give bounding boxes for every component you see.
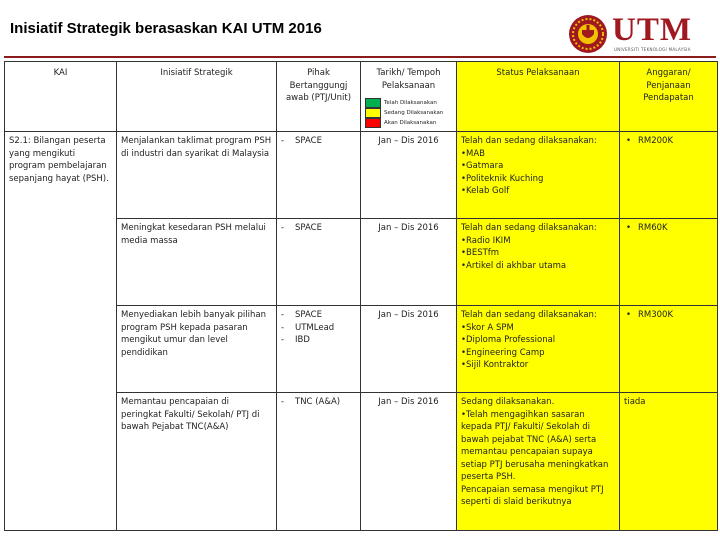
header-kai: KAI [5,62,117,132]
pihak-item: - SPACE [281,136,322,146]
inisiatif-cell: Memantau pencapaian di peringkat Fakulti/ Sekolah/ PTJ di bawah Pejabat TNC(A&A) [117,393,277,531]
logo-text: UTM [612,12,692,48]
pihak-label: UTMLead [295,322,335,333]
status-intro: Telah dan sedang dilaksanakan: [461,136,597,146]
status-item: •Sijil Kontraktor [461,360,529,370]
legend-label: Telah Dilaksanakan [384,100,437,106]
status-item: •MAB [461,148,485,159]
header-status: Status Pelaksanaan [457,62,620,132]
tarikh-cell: Jan – Dis 2016 [361,132,457,219]
status-intro: Sedang dilaksanakan. [461,397,555,407]
pihak-label: SPACE [295,223,322,233]
status-item: •Politeknik Kuching [461,173,544,184]
header-tarikh [361,62,457,132]
pihak-item: - UTMLead [281,322,335,333]
tarikh-cell: Jan – Dis 2016 [361,219,457,306]
pihak-item: - IBD [281,335,310,345]
anggaran-cell: tiada [620,393,718,531]
header-pihak: Pihak Bertanggungj awab (PTJ/Unit) [277,62,361,132]
legend-label: Sedang Dilaksanakan [384,110,444,116]
pihak-item: - TNC (A&A) [281,397,341,407]
status-item: •Telah mengagihkan sasaran kepada PTJ/ Fakulti/ Sekolah di bawah pejabat TNC (A&A) serta memantau pencapaian supaya setiap PTJ berusaha meningkatkan peserta PSH. [461,409,609,482]
pihak-cell [277,132,361,219]
title-divider [4,56,716,58]
status-item: •Skor A SPM [461,322,514,333]
utm-logo [568,12,718,56]
utm-seal-icon [568,14,608,54]
status-item: •Kelab Golf [461,186,510,196]
header-anggaran: Anggaran/ Penjanaan Pendapatan [620,62,718,132]
anggaran-value: RM200K [638,136,674,146]
inisiatif-cell: Menjalankan taklimat program PSH di industri dan syarikat di Malaysia [117,132,277,219]
status-item: •Engineering Camp [461,347,545,358]
legend-swatch [365,118,381,128]
pihak-label: SPACE [295,136,322,146]
legend-label: Akan Dilaksanakan [384,120,437,126]
pihak-cell [277,219,361,306]
status-intro: Telah dan sedang dilaksanakan: [461,310,597,320]
page-title: Inisiatif Strategik berasaskan KAI UTM 2016 [10,20,322,37]
inisiatif-cell: Meningkat kesedaran PSH melalui media massa [117,219,277,306]
legend-item [365,98,452,108]
status-item: •Diploma Professional [461,335,556,345]
tarikh-cell: Jan – Dis 2016 [361,306,457,393]
pihak-label: IBD [295,335,310,345]
status-cell [457,219,620,306]
header-inisiatif: Inisiatif Strategik [117,62,277,132]
legend-swatch [365,108,381,118]
pihak-label: SPACE [295,310,322,320]
status-intro: Telah dan sedang dilaksanakan: [461,223,597,233]
pihak-item: - SPACE [281,310,322,320]
legend-item [365,118,452,128]
anggaran-cell: • RM200K [620,132,718,219]
status-legend [365,98,452,128]
pihak-label: TNC (A&A) [295,397,341,407]
pihak-item: - SPACE [281,223,322,233]
status-item: •Gatmara [461,161,504,171]
table-row [5,132,718,219]
tarikh-cell: Jan – Dis 2016 [361,393,457,531]
status-cell [457,393,620,531]
anggaran-value: RM60K [638,223,668,233]
anggaran-value: RM300K [638,310,674,320]
legend-swatch [365,98,381,108]
pihak-cell [277,306,361,393]
strategy-table [4,61,718,531]
logo-subtitle: UNIVERSITI TEKNOLOGI MALAYSIA [614,47,691,52]
anggaran-cell: • RM300K [620,306,718,393]
anggaran-cell: • RM60K [620,219,718,306]
status-item: •Artikel di akhbar utama [461,260,567,271]
status-item: •Radio IKIM [461,235,511,246]
status-cell [457,306,620,393]
status-item: Pencapaian semasa mengikut PTJ seperti di slaid berikutnya [461,484,604,507]
status-cell [457,132,620,219]
status-item: •BESTfm [461,248,500,258]
inisiatif-cell: Menyediakan lebih banyak pilihan program PSH kepada pasaran mengikut umur dan level pendidikan [117,306,277,393]
legend-item [365,108,452,118]
kai-cell: S2.1: Bilangan peserta yang mengikuti program pembelajaran sepanjang hayat (PSH). [5,132,117,531]
header-tarikh-label: Tarikh/ Tempoh Pelaksanaan [376,68,441,91]
table-header-row [5,62,718,132]
pihak-cell [277,393,361,531]
